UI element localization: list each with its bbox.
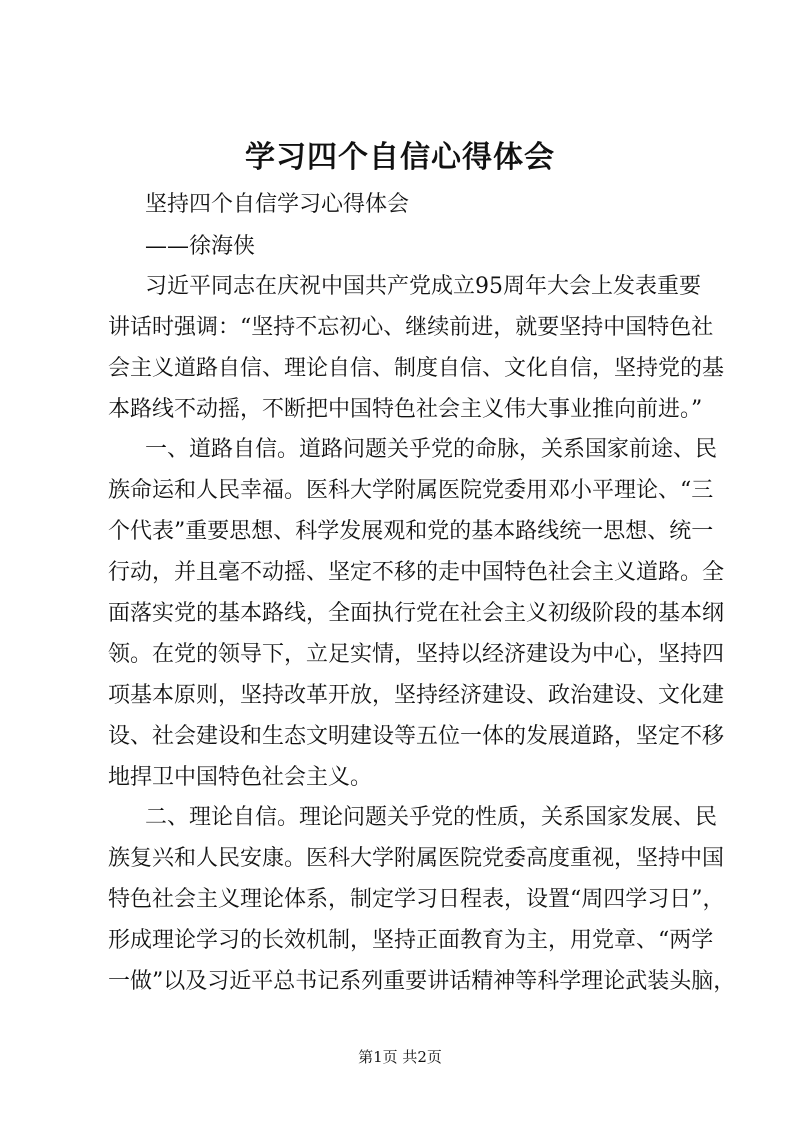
document-title: 学习四个自信心得体会 — [245, 140, 555, 175]
paragraph-line: 领。在党的领导下，立足实情，坚持以经济建设为中心，坚持四 — [108, 642, 725, 667]
paragraph-line: 特色社会主义理论体系，制定学习日程表，设置“周四学习日”， — [108, 887, 725, 912]
document-subtitle: 坚持四个自信学习心得体会 — [145, 192, 410, 217]
paragraph-line: 会主义道路自信、理论自信、制度自信、文化自信，坚持党的基 — [108, 356, 725, 381]
paragraph-line: 形成理论学习的长效机制，坚持正面教育为主，用党章、“两学 — [108, 928, 714, 953]
document-author: ——徐海侠 — [145, 234, 256, 259]
paragraph-line: 族命运和人民幸福。医科大学附属医院党委用邓小平理论、“三 — [108, 478, 714, 503]
paragraph-line: 族复兴和人民安康。医科大学附属医院党委高度重视，坚持中国 — [108, 846, 725, 871]
paragraph-line: 习近平同志在庆祝中国共产党成立95周年大会上发表重要 — [145, 274, 701, 299]
paragraph-line: 项基本原则，坚持改革开放，坚持经济建设、政治建设、文化建 — [108, 683, 725, 708]
paragraph-line: 个代表”重要思想、科学发展观和党的基本路线统一思想、统一 — [108, 519, 714, 544]
paragraph-line: 讲话时强调：“坚持不忘初心、继续前进，就要坚持中国特色社 — [108, 315, 714, 340]
paragraph-line: 一、道路自信。道路问题关乎党的命脉，关系国家前途、民 — [145, 437, 718, 462]
paragraph-line: 二、理论自信。理论问题关乎党的性质，关系国家发展、民 — [145, 805, 718, 830]
paragraph-line: 地捍卫中国特色社会主义。 — [108, 765, 373, 790]
paragraph-line: 设、社会建设和生态文明建设等五位一体的发展道路，坚定不移 — [108, 724, 725, 749]
paragraph-line: 本路线不动摇，不断把中国特色社会主义伟大事业推向前进。” — [108, 397, 703, 422]
paragraph-line: 面落实党的基本路线，全面执行党在社会主义初级阶段的基本纲 — [108, 601, 725, 626]
paragraph-line: 行动，并且毫不动摇、坚定不移的走中国特色社会主义道路。全 — [108, 560, 725, 585]
paragraph-line: 一做”以及习近平总书记系列重要讲话精神等科学理论武装头脑， — [108, 969, 736, 994]
page-number-footer: 第1页 共2页 — [358, 1048, 442, 1066]
